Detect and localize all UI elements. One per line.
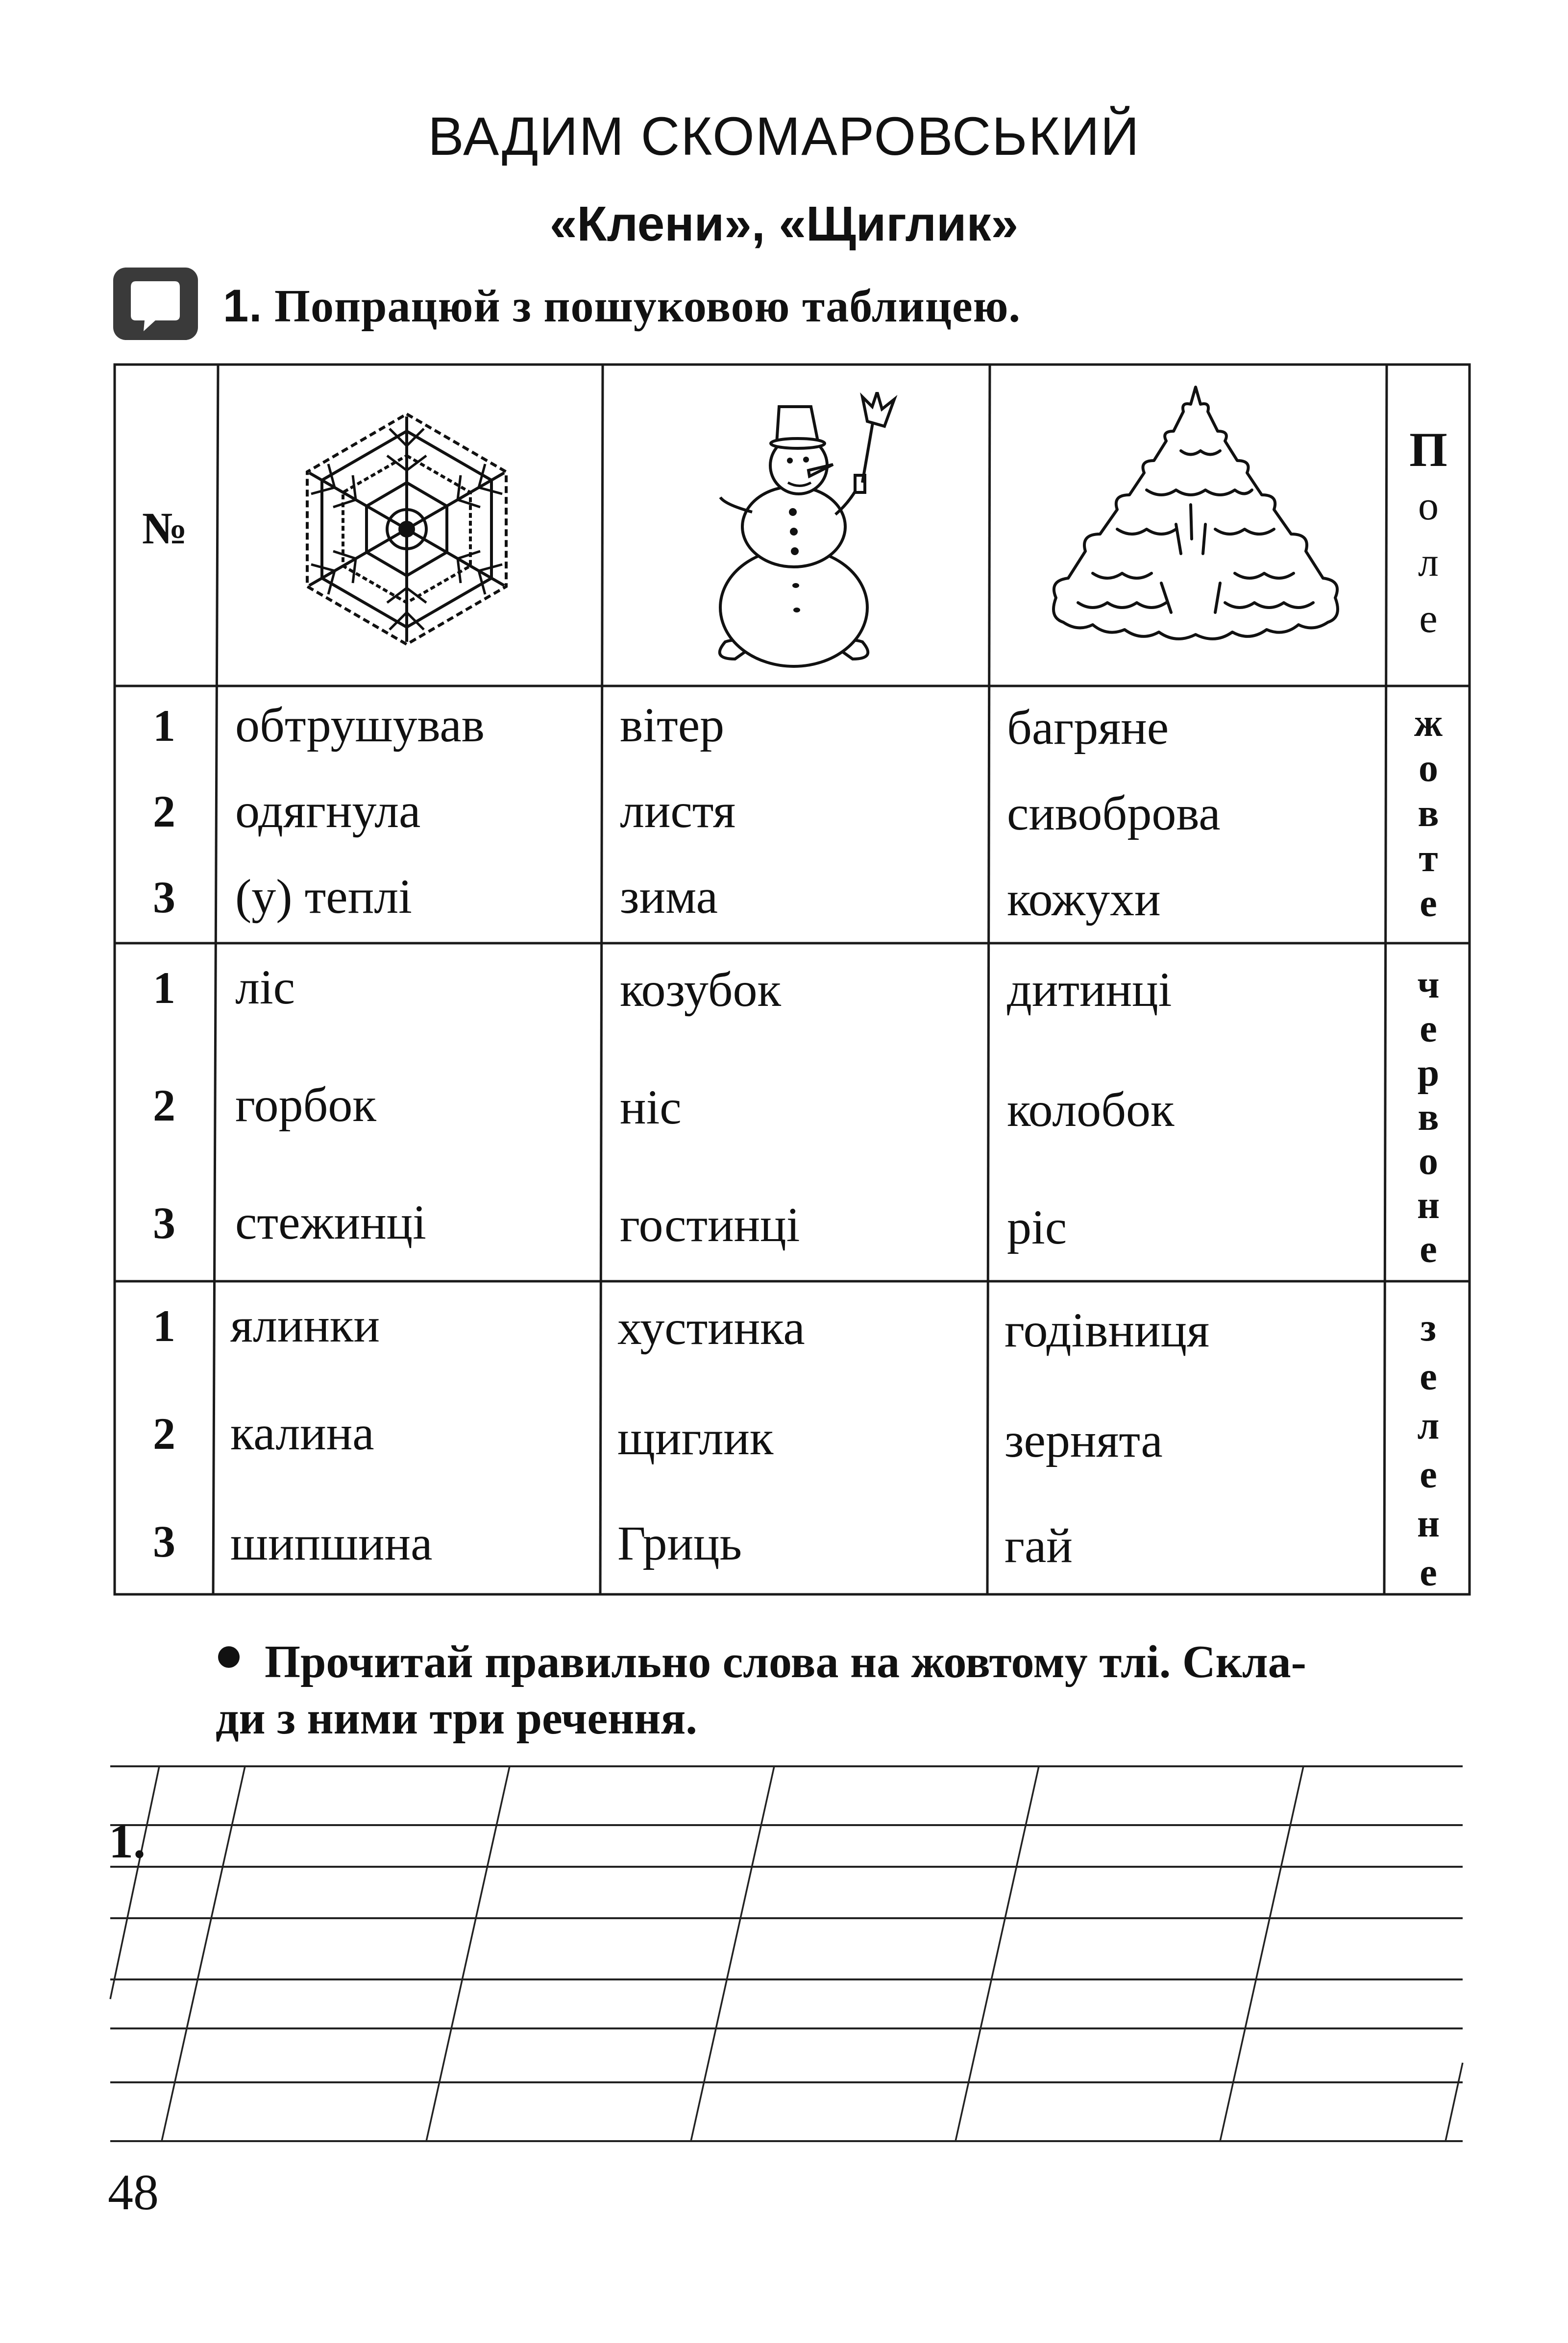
- table-cell-word: ліс: [235, 960, 295, 1014]
- table-cell-word: годівниця: [1004, 1303, 1210, 1357]
- table-cell-word: одягнула: [235, 783, 421, 838]
- table-cell-word: козубок: [620, 962, 782, 1017]
- table-cell-word: колобок: [1007, 1082, 1175, 1137]
- row-number: 3: [153, 872, 175, 922]
- field-header-letter: о: [1418, 483, 1439, 529]
- instruction-line-1: Прочитай правильно слова на жовтому тлі. Скла-: [265, 1636, 1306, 1687]
- author-title: ВАДИМ СКОМАРОВСЬКИЙ: [428, 106, 1140, 167]
- table-cell-word: стежинці: [235, 1195, 426, 1249]
- table-cell-word: шипшина: [230, 1516, 433, 1570]
- field-letter: о: [1419, 1140, 1438, 1183]
- row-number: 1: [153, 963, 175, 1013]
- table-cell-word: (у) теплі: [235, 869, 412, 924]
- field-letter: з: [1420, 1306, 1437, 1349]
- table-cell-word: ріс: [1007, 1200, 1067, 1254]
- field-letter: в: [1418, 792, 1439, 835]
- table-cell-word: калина: [230, 1406, 374, 1460]
- field-letter: о: [1419, 747, 1438, 790]
- row-number: 3: [153, 1516, 175, 1566]
- field-letter: е: [1420, 1551, 1437, 1594]
- table-cell-word: вітер: [620, 698, 725, 752]
- story-titles: «Клени», «Щиглик»: [549, 196, 1019, 251]
- table-cell-word: зима: [620, 869, 718, 924]
- table-cell-word: горбок: [235, 1077, 376, 1132]
- table-cell-word: хустинка: [617, 1300, 805, 1355]
- table-cell-word: кожухи: [1007, 872, 1161, 926]
- row-number: 1: [153, 1301, 175, 1351]
- row-number: 2: [153, 1080, 175, 1130]
- table-cell-word: гай: [1004, 1518, 1073, 1573]
- table-cell-word: гостинці: [620, 1197, 800, 1252]
- table-cell-word: зернята: [1004, 1413, 1163, 1467]
- field-header-letter: е: [1419, 596, 1438, 641]
- page-number: 48: [108, 2164, 159, 2221]
- task-text: Попрацюй з пошуковою таблицею.: [274, 281, 1021, 332]
- row-number: 1: [153, 701, 175, 751]
- table-cell-word: щиглик: [617, 1411, 774, 1465]
- table-cell-word: ніс: [620, 1080, 682, 1134]
- field-header-letter: л: [1418, 539, 1439, 585]
- field-letter: ж: [1414, 702, 1443, 745]
- table-cell-word: Гриць: [617, 1516, 742, 1570]
- field-letter: ч: [1417, 963, 1440, 1006]
- sentence-number: 1.: [109, 1814, 146, 1868]
- table-cell-word: обтрушував: [235, 698, 485, 752]
- field-letter: н: [1417, 1502, 1440, 1545]
- row-number: 2: [153, 1409, 175, 1459]
- row-number: 3: [153, 1198, 175, 1248]
- field-letter: в: [1418, 1096, 1439, 1139]
- field-letter: е: [1420, 882, 1437, 925]
- field-header-letter: П: [1409, 422, 1447, 477]
- table-cell-word: багряне: [1007, 700, 1169, 755]
- field-letter: е: [1420, 1453, 1437, 1496]
- field-letter: е: [1420, 1007, 1437, 1050]
- field-letter: н: [1417, 1184, 1440, 1227]
- table-cell-word: дитинці: [1007, 962, 1172, 1017]
- table-cell-word: листя: [620, 783, 736, 838]
- field-letter: т: [1419, 837, 1438, 880]
- instruction-line-2: ди з ними три речення.: [216, 1693, 697, 1744]
- number-column-header: №: [142, 503, 188, 553]
- table-cell-word: ялинки: [230, 1298, 380, 1352]
- field-letter: л: [1417, 1404, 1440, 1447]
- field-letter: е: [1420, 1228, 1437, 1271]
- field-letter: е: [1420, 1355, 1437, 1398]
- task-number: 1.: [223, 280, 263, 331]
- row-number: 2: [153, 786, 175, 836]
- field-letter: р: [1417, 1051, 1440, 1095]
- table-cell-word: сивоброва: [1007, 786, 1221, 840]
